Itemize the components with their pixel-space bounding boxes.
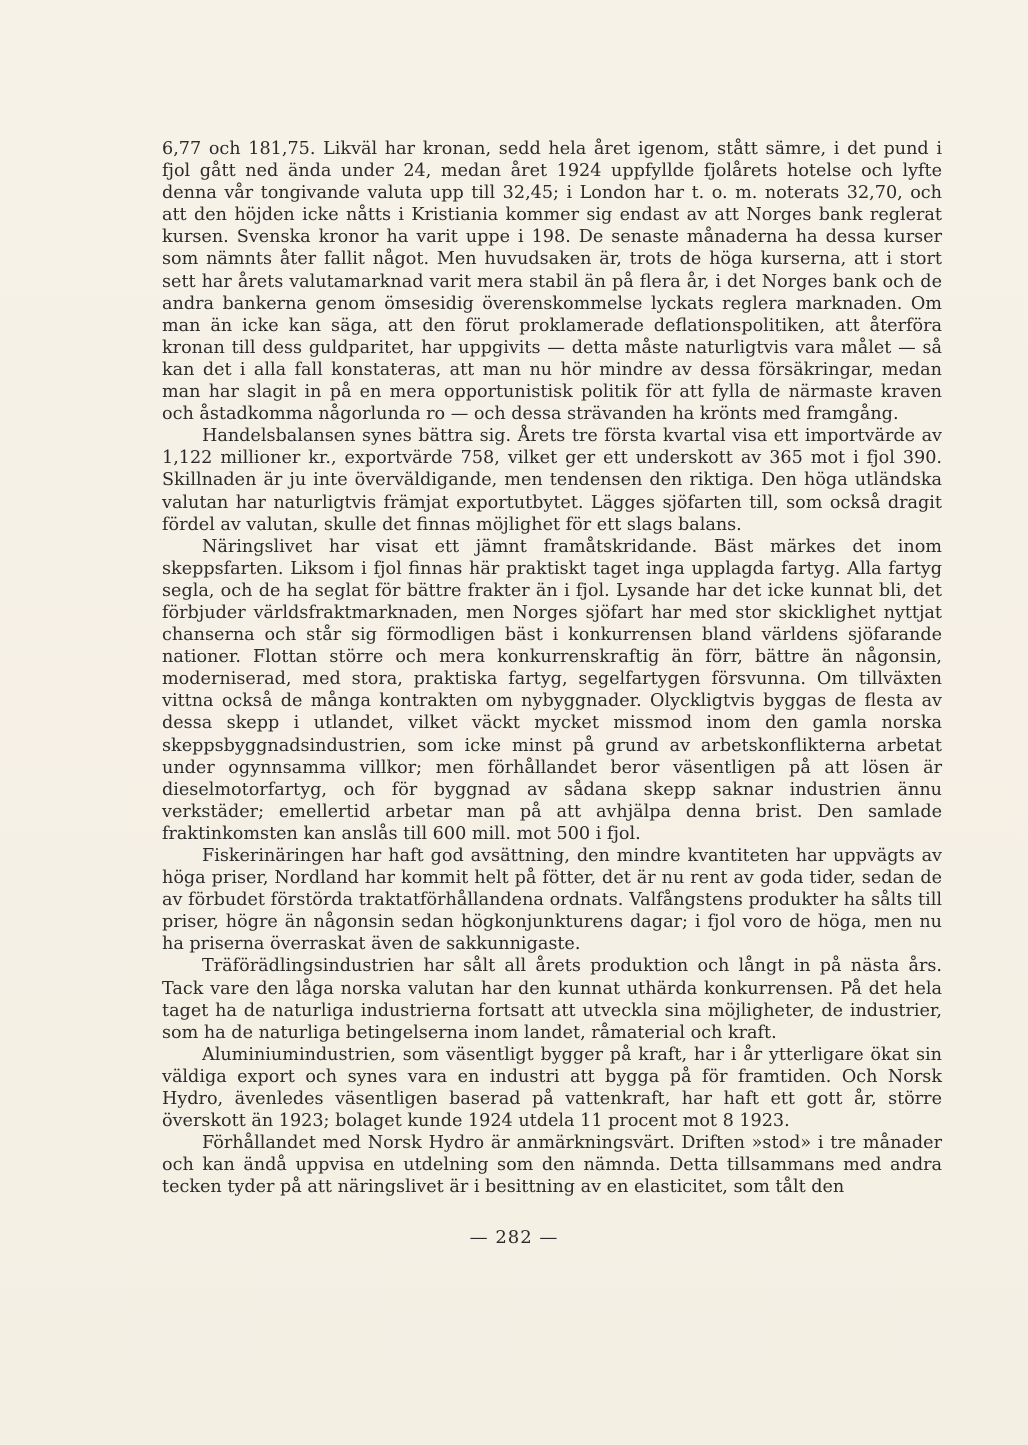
paragraph-6: Aluminiumindustrien, som väsentligt bygger på kraft, har i år ytterligare ökat sin väldiga export och synes vara en industri att bygga på för framtiden. Och Norsk Hydro, ävenledes väsentligen baserad på vattenkraft, har haft ett gott år, större överskott än 1923; bolaget kunde 1924 utdela 11 procent mot 8 1923. xyxy=(162,1044,942,1132)
paragraph-3: Näringslivet har visat ett jämnt framåtskridande. Bäst märkes det inom skeppsfarten. Liksom i fjol finnas här praktiskt taget inga upplagda fartyg. Alla fartyg segla, och de ha seglat för bättre frakter än i fjol. Lysande har det icke kunnat bli, det förbjuder världsfraktmarknaden, men Norges sjöfart har med stor skicklighet nyttjat chanserna och står sig förmodligen bäst i konkurrensen bland världens sjöfarande nationer. Flottan större och mera konkurrenskraftig än förr, bättre än någonsin, moderniserad, med stora, praktiska fartyg, segelfartygen försvunna. Om tillväxten vittna också de många kontrakten om nybyggnader. Olyckligtvis byggas de flesta av dessa skepp i utlandet, vilket väckt mycket missmod inom den gamla norska skeppsbyggnadsindustrien, som icke minst på grund av arbetskonflikterna arbetat under ogynnsamma villkor; men förhållandet beror väsentligen på att lösen är dieselmotorfartyg, och för byggnad av sådana skepp saknar industrien ännu verkstäder; emellertid arbetar man på att avhjälpa denna brist. Den samlade fraktinkomsten kan anslås till 600 mill. mot 500 i fjol. xyxy=(162,536,942,844)
paragraph-5: Träförädlingsindustrien har sålt all årets produktion och långt in på nästa års. Tack vare den låga norska valutan har den kunnat uthärda konkurrensen. På det hela taget ha de naturliga industrierna fortsatt att utveckla sina möjligheter, de industrier, som ha de naturliga betingelserna inom landet, råmaterial och kraft. xyxy=(162,956,942,1043)
body-text xyxy=(162,138,942,1199)
paragraph-4: Fiskerinäringen har haft god avsättning, den mindre kvantiteten har uppvägts av höga priser, Nordland har kommit helt på fötter, det är nu rent av goda tider, sedan de av förbudet förstörda traktatförhållandena ordnats. Valfångstens produkter ha sålts till priser, högre än någonsin sedan högkonjunkturens dagar; i fjol voro de höga, men nu ha priserna överraskat även de sakkunnigaste. xyxy=(162,846,942,955)
paragraph-1: 6,77 och 181,75. Likväl har kronan, sedd hela året igenom, stått sämre, i det pund i fjol gått ned ända under 24, medan året 1924 uppfyllde fjolårets hotelse och lyfte denna vår tongivande valuta upp till 32,45; i London har t. o. m. noterats 32,70, och att den höjden icke nåtts i Kristiania kommer sig endast av att Norges bank reglerat kursen. Svenska kronor ha varit uppe i 198. De senaste månaderna ha dessa kurser som nämnts åter fallit något. Men huvudsaken är, trots de höga kurserna, att i stort sett har årets valutamarknad varit mera stabil än på flera år, i det Norges bank och de andra bankerna genom ömsesidig överenskommelse lyckats reglera marknaden. Om man än icke kan säga, att den förut proklamerade deflationspolitiken, att återföra kronan till dess guldparitet, har uppgivits — detta måste naturligtvis vara målet — så kan det i alla fall konstateras, att man nu hör mindre av dessa försäkringar, medan man har slagit in på en mera opportunistisk politik för att fylla de närmaste kraven och åstadkomma någorlunda ro — och dessa strävanden ha krönts med framgång. xyxy=(162,139,942,425)
paragraph-7: Förhållandet med Norsk Hydro är anmärkningsvärt. Driften »stod» i tre månader och kan ändå uppvisa en utdelning som den nämnda. Detta tillsammans med andra tecken tyder på att näringslivet är i besittning av en elasticitet, som tålt den xyxy=(162,1133,942,1198)
page-number: — 282 — xyxy=(469,1227,559,1248)
paragraph-2: Handelsbalansen synes bättra sig. Årets tre första kvartal visa ett importvärde av 1,122 millioner kr., exportvärde 758, vilket ger ett underskott av 365 mot i fjol 390. Skillnaden är ju inte överväldigande, men tendensen den riktiga. Den höga utländska valutan har naturligtvis främjat exportutbytet. Lägges sjöfarten till, som också dragit fördel av valutan, skulle det finnas möjlighet för ett slags balans. xyxy=(162,426,942,535)
